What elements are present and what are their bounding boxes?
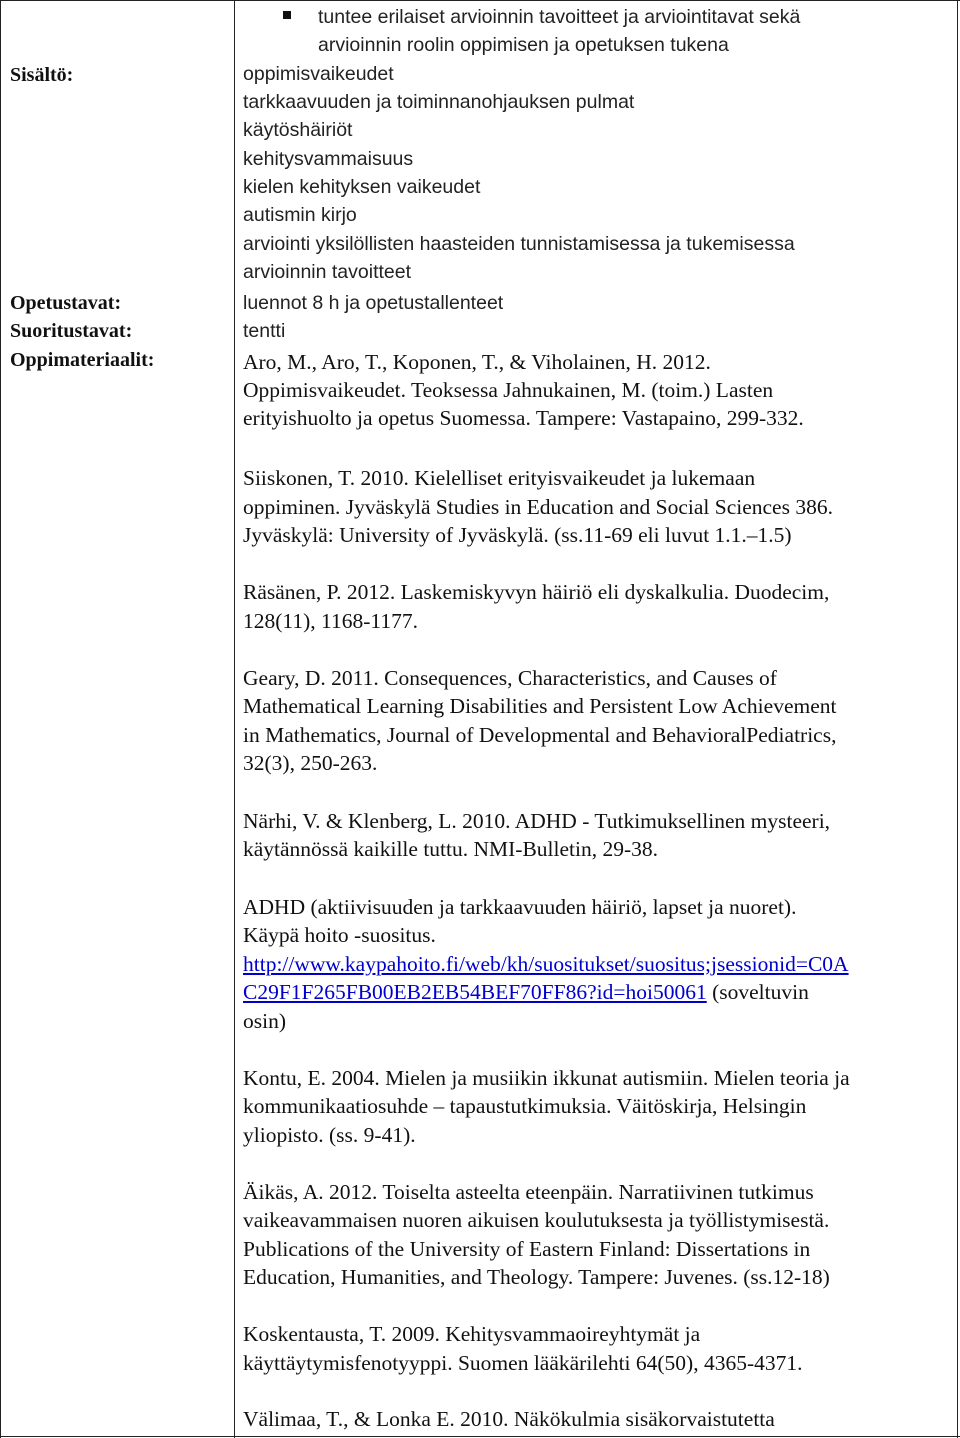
reference-line: Oppimisvaikeudet. Teoksessa Jahnukainen, M. (toim.) Lasten (243, 378, 774, 402)
table-border-bottom (0, 1436, 960, 1437)
reference-link-line (243, 978, 809, 1006)
suoritustavat-label: Suoritustavat: (10, 320, 133, 342)
reference-line: Koskentausta, T. 2009. Kehitysvammaoireyhtymät ja (243, 1322, 701, 1346)
table-border-left (0, 0, 1, 1438)
sisalto-item: oppimisvaikeudet (243, 63, 394, 85)
reference-line: 128(11), 1168-1177. (243, 609, 418, 633)
reference-line: Äikäs, A. 2012. Toiselta asteelta eteenpäin. Narratiivinen tutkimus (243, 1180, 814, 1204)
reference-line: Siiskonen, T. 2010. Kielelliset erityisvaikeudet ja lukemaan (243, 466, 756, 490)
table-border-right (957, 0, 958, 1438)
sisalto-item: arviointi yksilöllisten haasteiden tunnistamisessa ja tukemisessa (243, 233, 795, 255)
bullet-text-line: tuntee erilaiset arvioinnin tavoitteet ja arviointitavat sekä (318, 6, 801, 28)
opetustavat-value: luennot 8 h ja opetustallenteet (243, 292, 504, 314)
link-trailing-text: (soveltuvin (706, 980, 809, 1004)
kaypahoito-link-part2[interactable]: C29F1F265FB00EB2EB54BEF70FF86?id=hoi50061 (243, 980, 707, 1004)
reference-link-line (243, 950, 849, 978)
reference-line: vaikeavammaisen nuoren aikuisen koulutuksesta ja työllistymisestä. (243, 1208, 830, 1232)
reference-line: käytännössä kaikille tuttu. NMI-Bulletin, 29-38. (243, 837, 659, 861)
reference-line: Jyväskylä: University of Jyväskylä. (ss.11-69 eli luvut 1.1.–1.5) (243, 523, 792, 547)
sisalto-item: kielen kehityksen vaikeudet (243, 176, 481, 198)
reference-line: erityishuolto ja opetus Suomessa. Tampere: Vastapaino, 299-332. (243, 406, 804, 430)
reference-line: Geary, D. 2011. Consequences, Characteristics, and Causes of (243, 666, 777, 690)
reference-line: Räsänen, P. 2012. Laskemiskyvyn häiriö eli dyskalkulia. Duodecim, (243, 580, 830, 604)
oppimateriaalit-label: Oppimateriaalit: (10, 349, 155, 371)
reference-line: Aro, M., Aro, T., Koponen, T., & Viholainen, H. 2012. (243, 350, 711, 374)
reference-line: kommunikaatiosuhde – tapaustutkimuksia. Väitöskirja, Helsingin (243, 1094, 807, 1118)
reference-line: in Mathematics, Journal of Developmental and BehavioralPediatrics, (243, 723, 837, 747)
reference-line: oppiminen. Jyväskylä Studies in Education and Social Sciences 386. (243, 495, 833, 519)
sisalto-item: kehitysvammaisuus (243, 148, 414, 170)
reference-line: Kontu, E. 2004. Mielen ja musiikin ikkunat autismiin. Mielen teoria ja (243, 1066, 850, 1090)
kaypahoito-link-part1[interactable]: http://www.kaypahoito.fi/web/kh/suositukset/suositus;jsessionid=C0A (243, 952, 849, 976)
bullet-square-icon (283, 11, 291, 19)
sisalto-item: arvioinnin tavoitteet (243, 261, 412, 283)
reference-line: 32(3), 250-263. (243, 751, 378, 775)
opetustavat-label: Opetustavat: (10, 292, 122, 314)
sisalto-label: Sisältö: (10, 64, 74, 86)
reference-line: Käypä hoito -suositus. (243, 923, 436, 947)
bullet-text-line: arvioinnin roolin oppimisen ja opetuksen tukena (318, 34, 729, 56)
reference-line: Mathematical Learning Disabilities and Persistent Low Achievement (243, 694, 837, 718)
sisalto-item: tarkkaavuuden ja toiminnanohjauksen pulmat (243, 91, 635, 113)
reference-line: Education, Humanities, and Theology. Tampere: Juvenes. (ss.12-18) (243, 1265, 830, 1289)
reference-line: Närhi, V. & Klenberg, L. 2010. ADHD - Tutkimuksellinen mysteeri, (243, 809, 831, 833)
suoritustavat-value: tentti (243, 320, 286, 342)
reference-line: Välimaa, T., & Lonka E. 2010. Näkökulmia sisäkorvaistutetta (243, 1407, 775, 1431)
reference-line: yliopisto. (ss. 9-41). (243, 1123, 416, 1147)
column-divider (234, 0, 235, 1438)
table-border-top (0, 0, 960, 1)
sisalto-item: käytöshäiriöt (243, 119, 353, 141)
reference-line: osin) (243, 1009, 286, 1033)
reference-line: ADHD (aktiivisuuden ja tarkkaavuuden häiriö, lapset ja nuoret). (243, 895, 797, 919)
reference-line: käyttäytymisfenotyyppi. Suomen lääkärilehti 64(50), 4365-4371. (243, 1351, 803, 1375)
reference-line: Publications of the University of Eastern Finland: Dissertations in (243, 1237, 811, 1261)
sisalto-item: autismin kirjo (243, 204, 357, 226)
